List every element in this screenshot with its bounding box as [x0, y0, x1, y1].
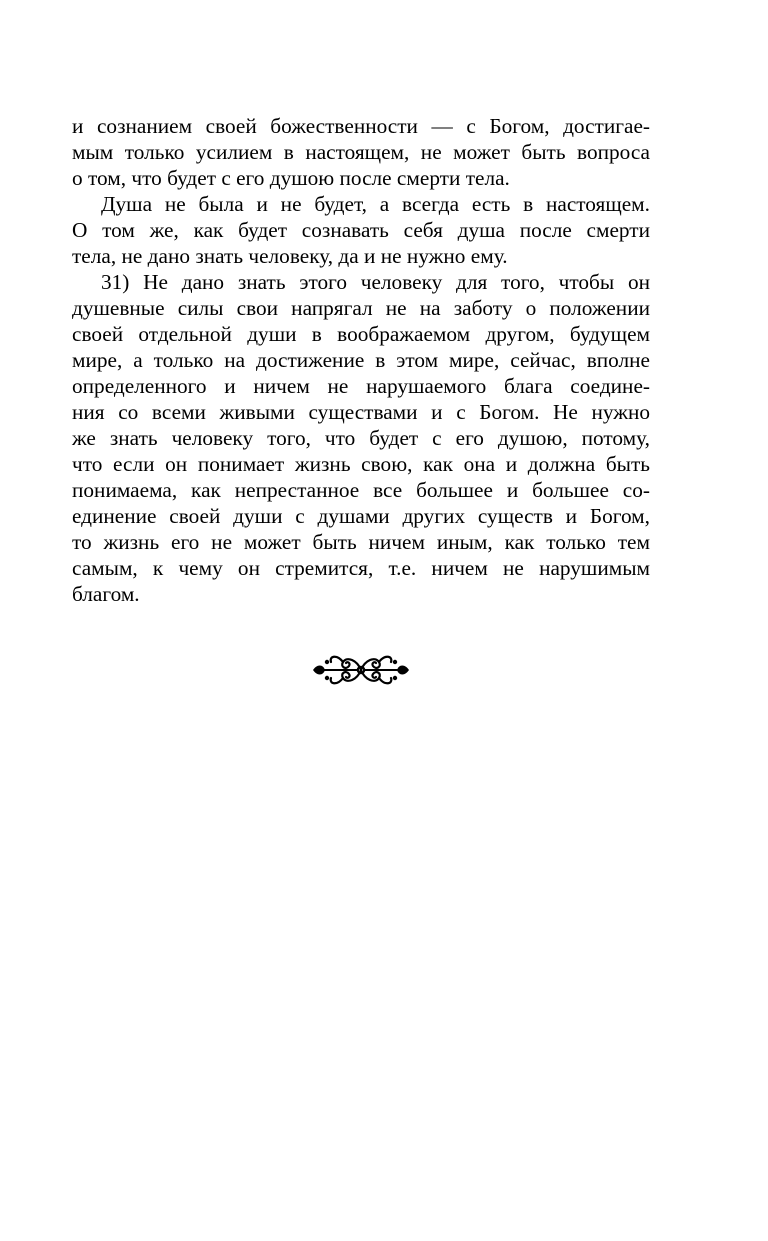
text-line: самым, к чему он стремится, т.е. ничем не нарушимым — [72, 556, 650, 580]
text-line: понимаема, как непрестанное все большее и большее со- — [72, 478, 650, 502]
text-line: О том же, как будет сознавать себя душа после смерти — [72, 218, 650, 242]
text-line: Душа не была и не будет, а всегда есть в настоящем. — [101, 192, 650, 216]
text-line: тела, не дано знать человеку, да и не нужно ему. — [72, 244, 508, 268]
text-line: то жизнь его не может быть ничем иным, как только тем — [72, 530, 650, 554]
body-text — [72, 113, 650, 607]
text-line: что если он понимает жизнь свою, как она и должна быть — [72, 452, 650, 476]
text-line: определенного и ничем не нарушаемого блага соедине- — [72, 374, 650, 398]
text-line: и сознанием своей божественности — с Богом, достигае- — [72, 114, 650, 138]
text-line: благом. — [72, 582, 140, 606]
text-line: о том, что будет с его душою после смерти тела. — [72, 166, 510, 190]
text-line: же знать человеку того, что будет с его душою, потому, — [72, 426, 650, 450]
text-line: душевные силы свои напрягал не на заботу о положении — [72, 296, 650, 320]
fleuron-ornament-icon — [309, 648, 413, 692]
text-line: мым только усилием в настоящем, не может быть вопроса — [72, 140, 650, 164]
paragraph-3 — [72, 269, 650, 607]
paragraph-1 — [72, 113, 650, 191]
text-line: 31) Не дано знать этого человеку для того, чтобы он — [101, 270, 650, 294]
text-line: ния со всеми живыми существами и с Богом. Не нужно — [72, 400, 650, 424]
paragraph-2 — [72, 191, 650, 269]
text-line: своей отдельной души в воображаемом другом, будущем — [72, 322, 650, 346]
text-line: мире, а только на достижение в этом мире, сейчас, вполне — [72, 348, 650, 372]
text-line: единение своей души с душами других существ и Богом, — [72, 504, 650, 528]
